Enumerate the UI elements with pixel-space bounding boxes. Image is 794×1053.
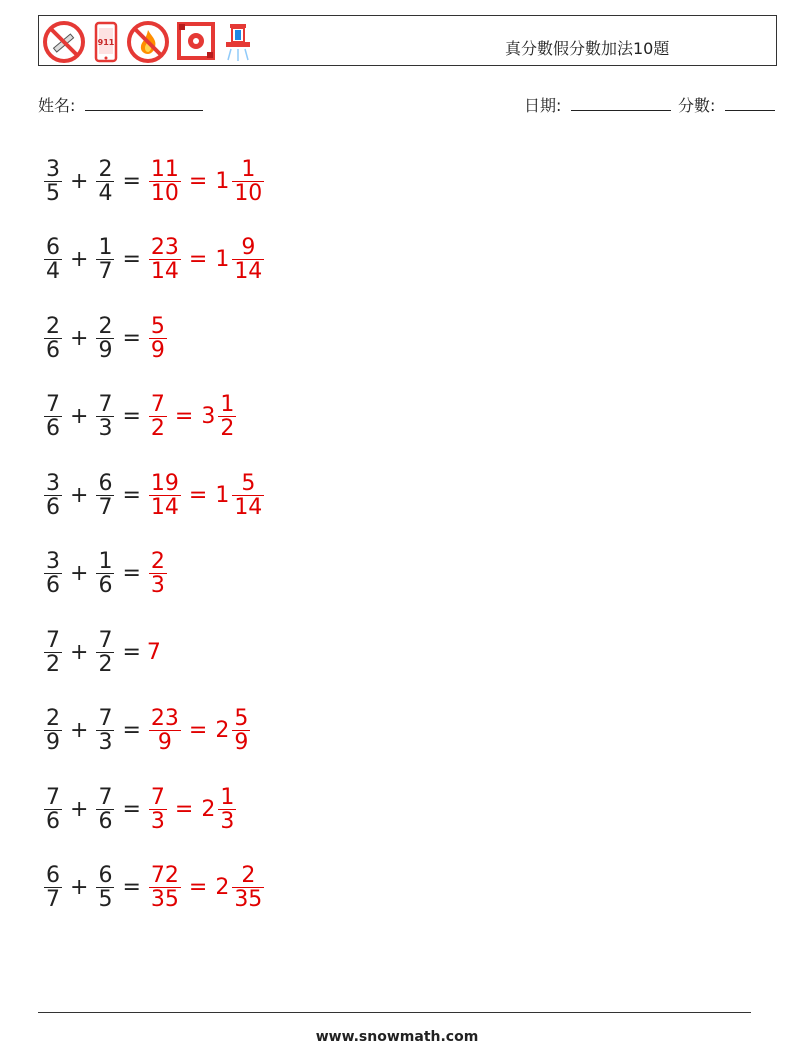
denominator: 9 [157, 730, 172, 756]
numerator: 3 [46, 549, 60, 575]
plus-sign: + [70, 875, 89, 901]
numerator: 5 [150, 313, 165, 339]
denominator: 2 [150, 416, 165, 442]
denominator: 7 [46, 887, 60, 913]
equals-sign: = [122, 247, 141, 273]
numerator: 7 [98, 784, 113, 810]
numerator: 7 [98, 392, 113, 418]
equals-sign: = [122, 168, 141, 194]
problem-row [42, 613, 266, 692]
first-addend-fraction [44, 393, 62, 440]
numerator: 6 [46, 863, 60, 889]
denominator: 35 [234, 887, 263, 913]
date-field [524, 93, 671, 116]
answer-fraction [149, 236, 181, 283]
numerator: 7 [98, 706, 113, 732]
footer-url: www.snowmath.com [315, 1029, 479, 1045]
answer-equals-sign: = [188, 482, 208, 508]
footer-divider [38, 1012, 751, 1013]
numerator: 7 [150, 392, 165, 418]
answer-equals-sign: = [174, 404, 194, 430]
score-field [678, 93, 775, 116]
numerator: 5 [241, 470, 256, 496]
numerator: 2 [46, 706, 60, 732]
numerator: 1 [98, 549, 113, 575]
numerator: 3 [46, 156, 60, 182]
denominator: 9 [150, 337, 165, 363]
problem-row [42, 849, 266, 928]
denominator: 6 [46, 337, 60, 363]
denominator: 35 [150, 887, 179, 913]
denominator: 6 [46, 416, 60, 442]
first-addend-fraction [44, 864, 62, 911]
answer-fraction [149, 472, 181, 519]
numerator: 7 [98, 627, 113, 653]
problem-row [42, 221, 266, 300]
second-addend-fraction [96, 629, 114, 676]
second-addend-fraction [96, 393, 114, 440]
numerator: 1 [241, 156, 256, 182]
answer-equals-sign: = [174, 796, 194, 822]
denominator: 6 [98, 573, 113, 599]
second-addend-fraction [96, 472, 114, 519]
mixed-number-whole: 2 [215, 875, 230, 901]
answer-equals-sign: = [188, 247, 208, 273]
numerator: 2 [98, 156, 113, 182]
denominator: 14 [234, 494, 263, 520]
date-blank-line[interactable] [571, 96, 671, 111]
first-addend-fraction [44, 236, 62, 283]
problem-row [42, 456, 266, 535]
answer-fraction [149, 786, 167, 833]
mixed-number-whole: 1 [215, 247, 230, 273]
numerator: 6 [98, 470, 113, 496]
fire-extinguisher-sprinkler-icon [222, 20, 254, 64]
numerator: 2 [241, 863, 256, 889]
answer-equals-sign: = [188, 875, 208, 901]
second-addend-fraction [96, 707, 114, 754]
second-addend-fraction [96, 550, 114, 597]
numerator: 1 [98, 235, 113, 261]
equals-sign: = [122, 639, 141, 665]
numerator: 7 [46, 627, 60, 653]
denominator: 7 [98, 259, 113, 285]
denominator: 6 [46, 573, 60, 599]
emergency-phone-911-icon [92, 20, 120, 64]
score-label: 分數: [678, 96, 716, 115]
denominator: 3 [220, 808, 235, 834]
mixed-number-fraction [218, 393, 236, 440]
denominator: 9 [46, 730, 60, 756]
denominator: 2 [98, 651, 113, 677]
name-label: 姓名: [38, 96, 76, 115]
answer-fraction [149, 550, 167, 597]
plus-sign: + [70, 639, 89, 665]
denominator: 3 [150, 808, 165, 834]
denominator: 6 [46, 494, 60, 520]
first-addend-fraction [44, 629, 62, 676]
numerator: 19 [150, 470, 179, 496]
numerator: 23 [150, 706, 179, 732]
plus-sign: + [70, 247, 89, 273]
equals-sign: = [122, 561, 141, 587]
problem-list [42, 142, 266, 927]
first-addend-fraction [44, 786, 62, 833]
first-addend-fraction [44, 158, 62, 205]
second-addend-fraction [96, 864, 114, 911]
denominator: 14 [150, 494, 179, 520]
numerator: 2 [46, 313, 60, 339]
second-addend-fraction [96, 315, 114, 362]
date-label: 日期: [524, 96, 562, 115]
first-addend-fraction [44, 707, 62, 754]
denominator: 10 [150, 180, 179, 206]
second-addend-fraction [96, 158, 114, 205]
mixed-number-whole: 2 [201, 796, 216, 822]
answer-whole: 7 [146, 639, 161, 665]
equals-sign: = [122, 796, 141, 822]
equals-sign: = [122, 325, 141, 351]
first-addend-fraction [44, 550, 62, 597]
numerator: 23 [150, 235, 179, 261]
denominator: 2 [220, 416, 235, 442]
equals-sign: = [122, 875, 141, 901]
problem-row [42, 692, 266, 771]
answer-fraction [149, 864, 181, 911]
name-blank-line[interactable] [85, 96, 203, 111]
denominator: 7 [98, 494, 113, 520]
numerator: 5 [234, 706, 249, 732]
numerator: 2 [150, 549, 165, 575]
denominator: 4 [98, 180, 113, 206]
mixed-number-whole: 2 [215, 718, 230, 744]
denominator: 5 [46, 180, 60, 206]
problem-row [42, 378, 266, 457]
denominator: 6 [98, 808, 113, 834]
worksheet-header [38, 15, 777, 66]
mixed-number-fraction [232, 864, 264, 911]
mixed-number-fraction [218, 786, 236, 833]
numerator: 7 [46, 784, 60, 810]
first-addend-fraction [44, 315, 62, 362]
numerator: 11 [150, 156, 179, 182]
mixed-number-fraction [232, 236, 264, 283]
mixed-number-fraction [232, 158, 264, 205]
denominator: 4 [46, 259, 60, 285]
denominator: 9 [234, 730, 249, 756]
fire-alarm-icon [176, 20, 216, 64]
problem-row [42, 299, 266, 378]
denominator: 2 [46, 651, 60, 677]
equals-sign: = [122, 404, 141, 430]
mixed-number-fraction [232, 707, 250, 754]
denominator: 6 [46, 808, 60, 834]
numerator: 3 [46, 470, 60, 496]
plus-sign: + [70, 325, 89, 351]
denominator: 14 [234, 259, 263, 285]
numerator: 6 [98, 863, 113, 889]
numerator: 7 [150, 784, 165, 810]
denominator: 3 [150, 573, 165, 599]
no-smoking-icon [42, 20, 86, 64]
header-icons [42, 20, 254, 64]
problem-row [42, 142, 266, 221]
denominator: 14 [150, 259, 179, 285]
plus-sign: + [70, 482, 89, 508]
mixed-number-whole: 3 [201, 404, 216, 430]
worksheet-title: 真分數假分數加法10題 [505, 39, 670, 58]
plus-sign: + [70, 796, 89, 822]
phone-911-label: 911 [97, 38, 115, 47]
mixed-number-whole: 1 [215, 482, 230, 508]
first-addend-fraction [44, 472, 62, 519]
answer-fraction [149, 158, 181, 205]
answer-equals-sign: = [188, 718, 208, 744]
numerator: 2 [98, 313, 113, 339]
denominator: 5 [98, 887, 113, 913]
second-addend-fraction [96, 236, 114, 283]
plus-sign: + [70, 561, 89, 587]
answer-fraction [149, 315, 167, 362]
numerator: 1 [220, 784, 235, 810]
mixed-number-fraction [232, 472, 264, 519]
denominator: 10 [234, 180, 263, 206]
name-field [38, 93, 203, 116]
score-blank-line[interactable] [725, 96, 775, 111]
answer-fraction [149, 707, 181, 754]
problem-row [42, 535, 266, 614]
answer-equals-sign: = [188, 168, 208, 194]
denominator: 3 [98, 416, 113, 442]
denominator: 3 [98, 730, 113, 756]
second-addend-fraction [96, 786, 114, 833]
mixed-number-whole: 1 [215, 168, 230, 194]
no-fire-icon [126, 20, 170, 64]
plus-sign: + [70, 168, 89, 194]
numerator: 72 [150, 863, 179, 889]
denominator: 9 [98, 337, 113, 363]
plus-sign: + [70, 718, 89, 744]
numerator: 1 [220, 392, 235, 418]
equals-sign: = [122, 718, 141, 744]
numerator: 9 [241, 235, 256, 261]
numerator: 7 [46, 392, 60, 418]
answer-fraction [149, 393, 167, 440]
problem-row [42, 770, 266, 849]
equals-sign: = [122, 482, 141, 508]
plus-sign: + [70, 404, 89, 430]
numerator: 6 [46, 235, 60, 261]
